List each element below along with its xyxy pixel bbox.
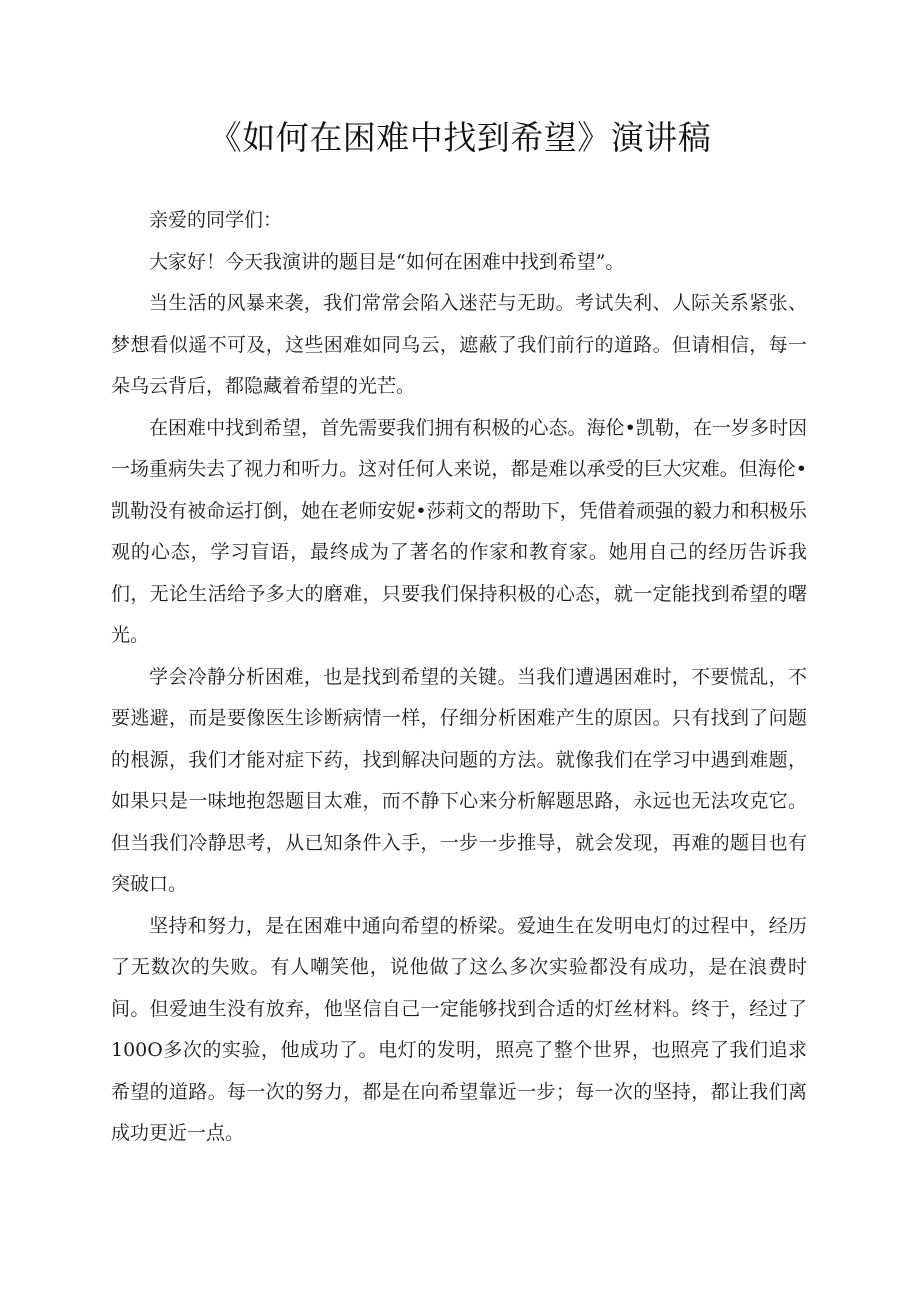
body-paragraph: 学会冷静分析困难，也是找到希望的关键。当我们遭遇困难时，不要慌乱，不要逃避，而是要像医生诊断病情一样，仔细分析困难产生的原因。只有找到了问题的根源，我们才能对症下药，找到解决问题的方法。就像我们在学习中遇到难题，如果只是一味地抱怨题目太难，而不静下心来分析解题思路，永远也无法攻克它。但当我们冷静思考，从已知条件入手，一步一步推导，就会发现，再难的题目也有突破口。	[111, 665, 807, 895]
body-paragraph: 坚持和努力，是在困难中通向希望的桥梁。爱迪生在发明电灯的过程中，经历了无数次的失败。有人嘲笑他，说他做了这么多次实验都没有成功，是在浪费时间。但爱迪生没有放弃，他坚信自己一定能够找到合适的灯丝材料。终于，经过了100O多次的实验，他成功了。电灯的发明，照亮了整个世界，也照亮了我们追求希望的道路。每一次的努力，都是在向希望靠近一步；每一次的坚持，都让我们离成功更近一点。	[111, 914, 807, 1144]
document-title: 《如何在困难中找到希望》演讲稿	[208, 118, 712, 157]
body-paragraph: 当生活的风暴来袭，我们常常会陷入迷茫与无助。考试失利、人际关系紧张、梦想看似遥不可及，这些困难如同乌云，遮蔽了我们前行的道路。但请相信，每一朵乌云背后，都隐藏着希望的光芒。	[111, 292, 807, 397]
greeting-paragraph: 亲爱的同学们：	[149, 209, 283, 231]
opening-paragraph: 大家好！今天我演讲的题目是“如何在困难中找到希望”。	[149, 250, 625, 273]
body-paragraph: 在困难中找到希望，首先需要我们拥有积极的心态。海伦•凯勒，在一岁多时因一场重病失去了视力和听力。这对任何人来说，都是难以承受的巨大灾难。但海伦•凯勒没有被命运打倒，她在老师安妮•莎莉文的帮助下，凭借着顽强的毅力和积极乐观的心态，学习盲语，最终成为了著名的作家和教育家。她用自己的经历告诉我们，无论生活给予多大的磨难，只要我们保持积极的心态，就一定能找到希望的曙光。	[111, 416, 807, 646]
document-body	[111, 200, 807, 1155]
